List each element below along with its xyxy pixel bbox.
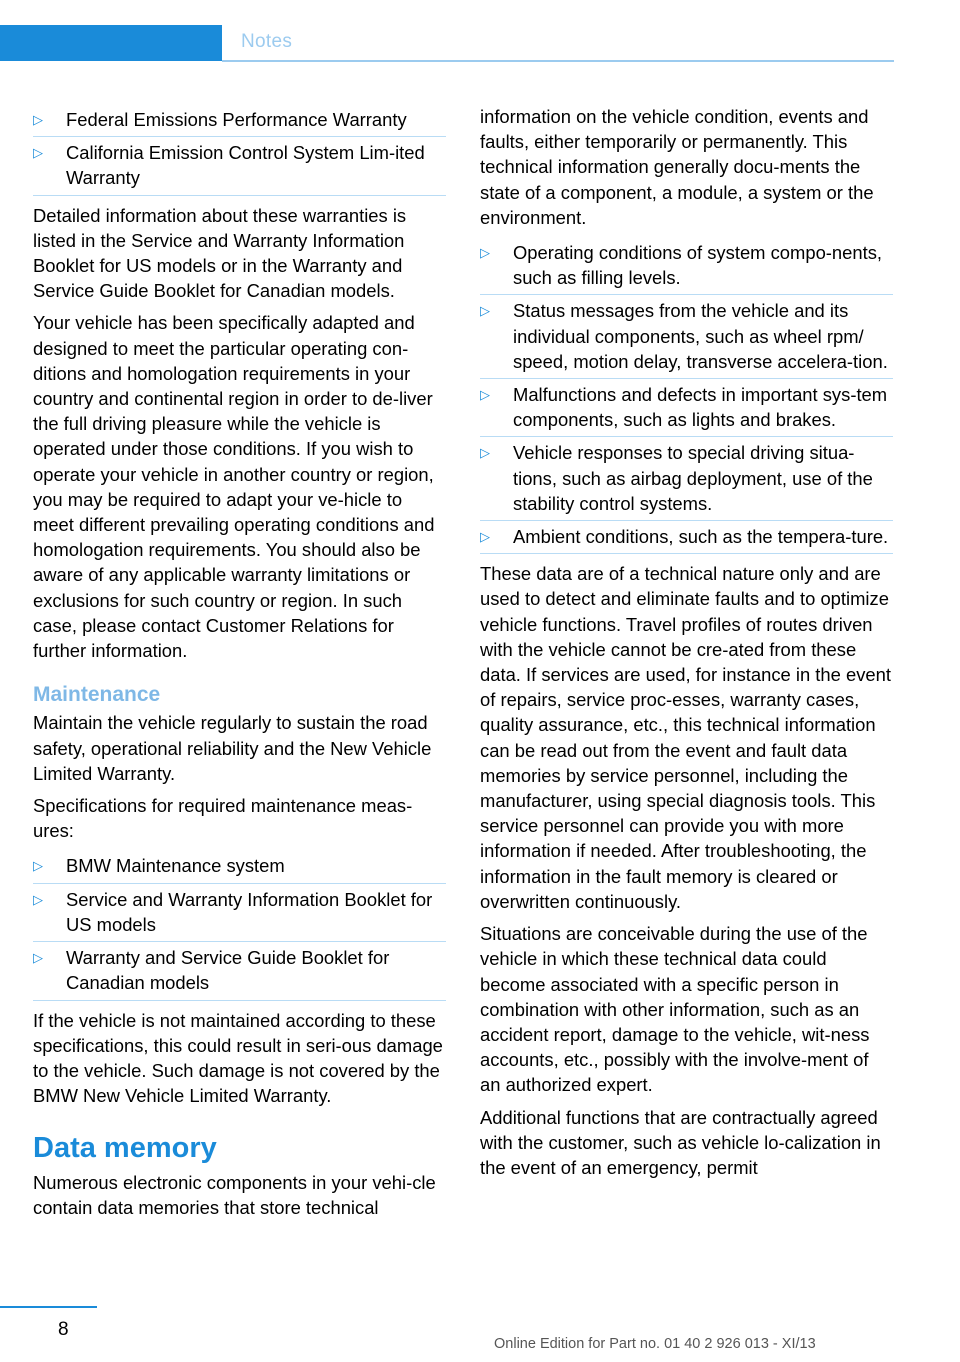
triangle-bullet-icon: ▷ (480, 445, 490, 461)
paragraph: Additional functions that are contractually agreed with the customer, such as vehicle lo‐calization in the event of an emergency, permit (480, 1106, 881, 1178)
triangle-bullet-icon: ▷ (33, 891, 43, 907)
list-item: ▷ Warranty and Service Guide Booklet for Canadian models (33, 942, 446, 1000)
right-column (480, 104, 893, 1187)
list-item: ▷ Malfunctions and defects in important sys‐tem components, such as lights and brakes. (480, 379, 893, 437)
paragraph: Numerous electronic components in your vehi‐cle contain data memories that store technical (33, 1171, 436, 1218)
paragraph: If the vehicle is not maintained according to these specifications, this could result in seri‐ous damage to the vehicle. Such damage is not covered by the BMW New Vehicle Limited Warranty. (33, 1009, 443, 1107)
data-types-list (480, 237, 893, 554)
triangle-bullet-icon: ▷ (480, 387, 490, 403)
header-rule (222, 60, 894, 62)
edition-note: Online Edition for Part no. 01 40 2 926 013 - XI/13 (494, 1336, 816, 1352)
list-item: ▷ Vehicle responses to special driving situa‐tions, such as airbag deployment, use of the stability control systems. (480, 437, 893, 521)
paragraph: Detailed information about these warranties is listed in the Service and Warranty Information Booklet for US models or in the Warranty and Service Guide Booklet for Canadian models. (33, 204, 407, 302)
paragraph: information on the vehicle condition, events and faults, either temporarily or permanently. This technical information generally docu‐ments the state of a component, a module, a system or the environment. (480, 106, 874, 228)
triangle-bullet-icon: ▷ (480, 529, 490, 545)
header-accent-bar (0, 25, 222, 61)
left-column (33, 104, 446, 1227)
list-item: ▷ BMW Maintenance system (33, 850, 446, 883)
list-item: ▷ Service and Warranty Information Booklet for US models (33, 884, 446, 942)
list-item: ▷ Federal Emissions Performance Warranty (33, 104, 446, 137)
list-item: ▷ Operating conditions of system compo‐nents, such as filling levels. (480, 237, 893, 295)
data-memory-heading: Data memory (33, 1132, 217, 1165)
paragraph: Situations are conceivable during the use of the vehicle in which these technical data could become associated with a specific person in combination with other information, such as an accident report, damage to the vehicle, wit‐ness accounts, etc., possibly with the involve‐ment of an authorized expert. (480, 923, 870, 1096)
triangle-bullet-icon: ▷ (33, 112, 43, 127)
list-item: ▷ Status messages from the vehicle and its individual components, such as wheel rpm/ speed, motion delay, transverse accelera‐tion. (480, 295, 893, 379)
triangle-bullet-icon: ▷ (33, 145, 43, 161)
paragraph: Your vehicle has been specifically adapted and designed to meet the particular operating con‐ditions and homologation requirements in your country and continental region in order to de‐liver the full driving pleasure while the vehicle is operated under those conditions. If you wish to operate your vehicle in another country or region, you may be required to adapt your ve‐hicle to meet different prevailing operating conditions and homologation requirements. You should also be aware of any applicable warranty limitations or exclusions for such country or region. In such case, please contact Customer Relations for further information. (33, 312, 435, 662)
maintenance-list (33, 850, 446, 1000)
paragraph: Specifications for required maintenance meas‐ures: (33, 795, 413, 842)
maintenance-heading: Maintenance (33, 683, 161, 707)
triangle-bullet-icon: ▷ (33, 858, 43, 874)
paragraph: These data are of a technical nature only and are used to detect and eliminate faults and to optimize vehicle functions. Travel profiles of routes driven with the vehicle cannot be cre‐ated from these data. If services are used, for instance in the event of repairs, service proc‐esses, warranty cases, quality assurance, etc., this technical information can be read out from the event and fault data memories by service personnel, including the manufacturer, using special diagnosis tools. This service personnel can provide you with more information if needed. After troubleshooting, the information in the fault memory is cleared or overwritten continuously. (480, 563, 891, 912)
triangle-bullet-icon: ▷ (480, 245, 490, 261)
section-title: Notes (241, 31, 293, 52)
warranty-list (33, 104, 446, 196)
list-item: ▷ Ambient conditions, such as the tempera‐ture. (480, 521, 893, 554)
list-item: ▷ California Emission Control System Lim‐ited Warranty (33, 137, 446, 195)
page-number: 8 (58, 1319, 69, 1340)
triangle-bullet-icon: ▷ (33, 950, 43, 966)
footer-rule (0, 1306, 97, 1308)
paragraph: Maintain the vehicle regularly to sustain the road safety, operational reliability and the New Vehicle Limited Warranty. (33, 712, 432, 784)
triangle-bullet-icon: ▷ (480, 303, 490, 319)
